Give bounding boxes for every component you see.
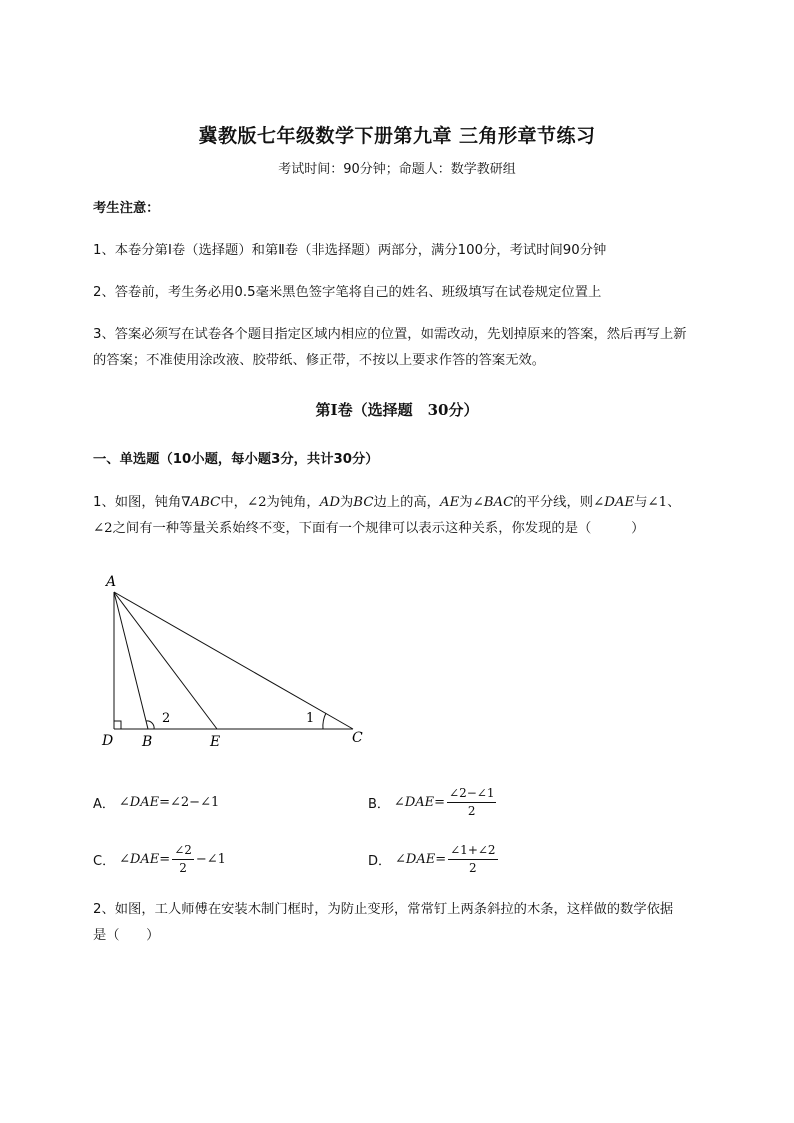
option-c-numerator: ∠2 (172, 843, 194, 860)
option-d-label: D． (368, 853, 392, 869)
question-1-line-1 (93, 490, 680, 516)
option-b-fraction (447, 786, 496, 819)
q1-text: 为钝角， (266, 495, 320, 510)
option-c-eq: = (159, 851, 171, 867)
q1-text: 的平分线，则 (513, 495, 594, 510)
segment-ac (114, 592, 353, 729)
option-d-denominator: 2 (469, 860, 477, 875)
option-c-lhs: ∠DAE (119, 851, 160, 867)
notice-item-3-line-2: 的答案；不准使用涂改液、胶带纸、修正带，不按以上要求作答的答案无效。 (93, 353, 546, 368)
option-b-lhs: ∠DAE (393, 794, 435, 810)
q1-text: 、 (667, 495, 681, 510)
angle-1-arc (323, 713, 326, 729)
label-e: E (210, 734, 221, 750)
right-angle-mark (114, 721, 121, 729)
question-2-line-1: 2、如图，工人师傅在安装木制门框时，为防止变形，常常钉上两条斜拉的木条，这样做的数学依据 (93, 902, 674, 917)
q1-text: 为 (459, 495, 473, 510)
label-c: C (352, 730, 363, 746)
q1-math-bc: BC (353, 495, 374, 510)
label-angle-2: 2 (162, 711, 171, 726)
segment-ae (114, 592, 217, 729)
q1-math-triangle: ∇ABC (181, 495, 221, 510)
exam-info: 考试时间：90分钟；命题人：数学教研组 (278, 162, 516, 177)
page-title: 冀教版七年级数学下册第九章 三角形章节练习 (198, 125, 596, 147)
q1-math-angle-1: ∠1 (647, 495, 668, 510)
option-a-eq: = (159, 794, 171, 810)
option-d-fraction (448, 843, 497, 876)
label-angle-1: 1 (306, 711, 315, 726)
triangle-figure (90, 570, 380, 755)
q1-text: 1、如图，钝角 (93, 495, 182, 510)
label-b: B (142, 734, 153, 750)
notice-item-2: 2、答卷前，考生务必用0.5毫米黑色签字笔将自己的姓名、班级填写在试卷规定位置上 (93, 285, 602, 300)
question-2-line-2: 是（ ） (93, 928, 160, 943)
q1-math-bac: ∠BAC (472, 495, 514, 510)
option-c-label: C． (93, 853, 116, 869)
option-a-expr: ∠2−∠1 (170, 794, 220, 810)
option-c-denominator: 2 (179, 860, 187, 875)
q1-text: 之间有一种等量关系始终不变，下面有一个规律可以表示这种关系，你发现的是（ ） (112, 521, 645, 536)
option-a-lhs: ∠DAE (118, 794, 160, 810)
label-a: A (106, 574, 117, 590)
option-b-numerator: ∠2−∠1 (447, 786, 496, 803)
option-d-lhs: ∠DAE (395, 851, 436, 867)
label-d: D (102, 733, 114, 749)
q1-text: 为 (340, 495, 354, 510)
option-b[interactable] (368, 784, 498, 820)
q1-math-dae: ∠DAE (593, 495, 635, 510)
segment-ab (114, 592, 148, 729)
option-c-fraction (172, 843, 194, 876)
option-d-eq: = (435, 851, 447, 867)
q1-text: 边上的高， (373, 495, 440, 510)
notice-item-3-line-1: 3、答案必须写在试卷各个题目指定区域内相应的位置，如需改动，先划掉原来的答案，然后再写上新 (93, 327, 687, 342)
option-b-denominator: 2 (467, 803, 476, 818)
option-b-label: B． (368, 796, 390, 812)
option-c-tail: −∠1 (195, 851, 226, 867)
q1-text: 中， (220, 495, 247, 510)
notice-item-1: 1、本卷分第Ⅰ卷（选择题）和第Ⅱ卷（非选择题）两部分，满分100分，考试时间90分钟 (93, 243, 607, 258)
section-title: 第Ⅰ卷（选择题 30分） (315, 401, 479, 419)
notice-heading: 考生注意： (93, 201, 160, 216)
option-d[interactable] (368, 841, 500, 877)
option-b-eq: = (434, 794, 446, 810)
option-a-label: A． (93, 796, 115, 812)
q1-math-angle-2: ∠2 (246, 495, 267, 510)
option-a[interactable] (93, 792, 219, 812)
option-c[interactable] (93, 841, 226, 877)
q1-math-ad: AD (319, 495, 340, 510)
question-1-line-2 (93, 516, 644, 542)
q1-text: 与 (634, 495, 648, 510)
q1-math-ae: AE (439, 495, 460, 510)
part-heading: 一、单选题（10小题，每小题3分，共计30分） (93, 452, 379, 467)
q1-math-angle-2: ∠2 (93, 521, 113, 536)
option-d-numerator: ∠1+∠2 (448, 843, 497, 860)
